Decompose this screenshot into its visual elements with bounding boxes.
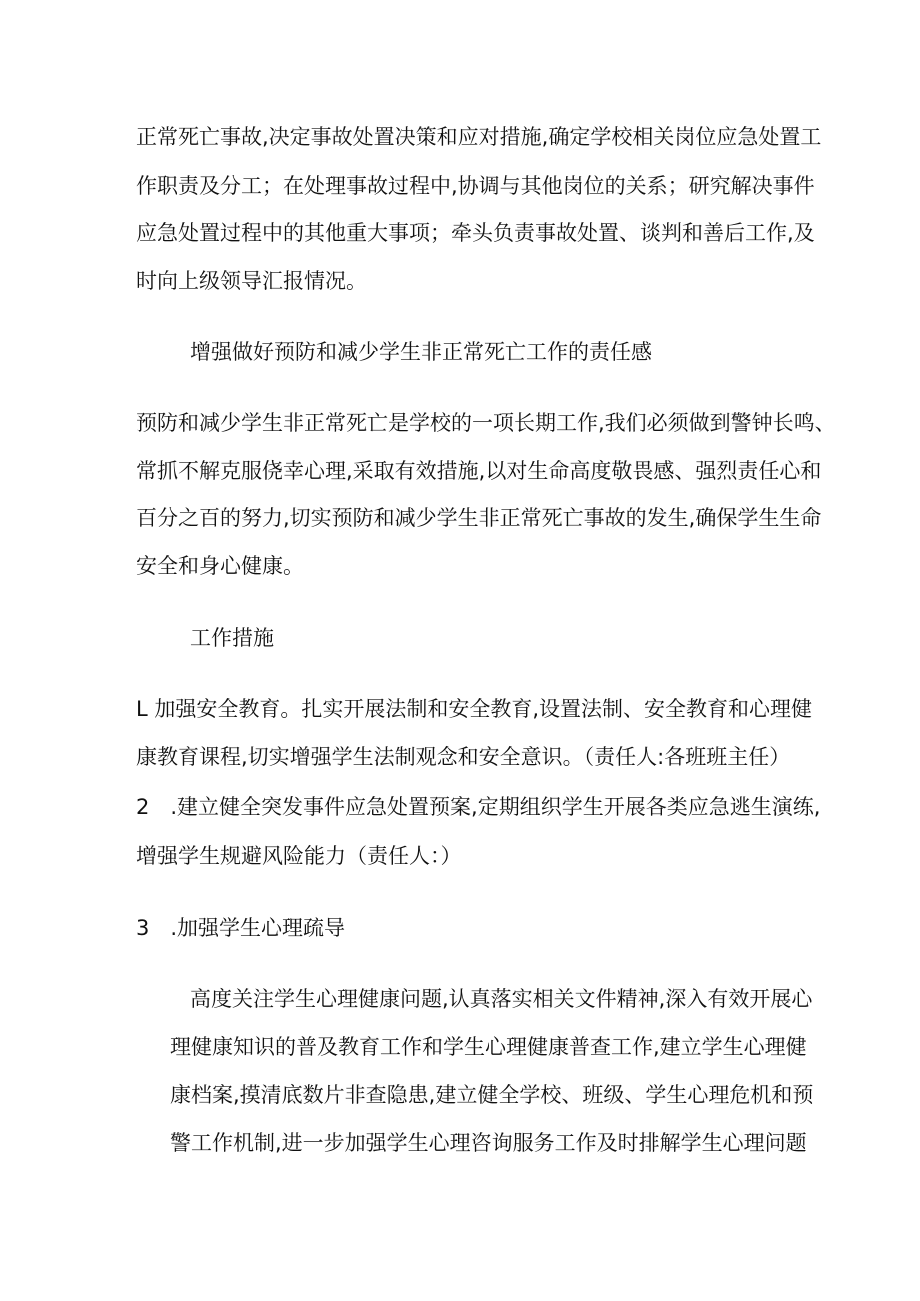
item-1-line-1: L 加强安全教育。扎实开展法制和安全教育,设置法制、安全教育和心理健 [136, 697, 813, 721]
heading-measures: 工作措施 [190, 626, 274, 650]
paragraph-2-line-4: 安全和身心健康。 [136, 554, 304, 578]
paragraph-1-line-1: 正常死亡事故,决定事故处置决策和应对措施,确定学校相关岗位应急处置工 [136, 125, 822, 149]
item-2-line-1: 2 .建立健全突发事件应急处置预案,定期组织学生开展各类应急逃生演练, [136, 795, 821, 819]
item-3-body-line-4: 警工作机制,进一步加强学生心理咨询服务工作及时排解学生心理问题 [170, 1131, 807, 1155]
item-3-title: 3 .加强学生心理疏导 [136, 916, 346, 940]
paragraph-1-line-4: 时向上级领导汇报情况。 [136, 269, 367, 293]
paragraph-1-line-3: 应急处置过程中的其他重大事项；牵头负责事故处置、谈判和善后工作,及 [136, 221, 815, 245]
paragraph-2-line-2: 常抓不解克服侥幸心理,采取有效措施,以对生命高度敬畏感、强烈责任心和 [136, 459, 822, 483]
paragraph-2-line-3: 百分之百的努力,切实预防和减少学生非正常死亡事故的发生,确保学生生命 [136, 506, 822, 530]
item-3-body-line-1: 高度关注学生心理健康问题,认真落实相关文件精神,深入有效开展心 [190, 987, 813, 1011]
paragraph-2-line-1: 预防和减少学生非正常死亡是学校的一项长期工作,我们必须做到警钟长鸣、 [136, 411, 836, 435]
paragraph-1-line-2: 作职责及分工；在处理事故过程中,协调与其他岗位的关系；研究解决事件 [136, 174, 815, 198]
heading-responsibility: 增强做好预防和减少学生非正常死亡工作的责任感 [190, 340, 652, 364]
item-3-body-line-2: 理健康知识的普及教育工作和学生心理健康普查工作,建立学生心理健 [170, 1035, 807, 1059]
item-2-line-2: 增强学生规避风险能力（责任人：） [136, 844, 462, 868]
item-3-body-line-3: 康档案,摸清底数片非查隐患,建立健全学校、班级、学生心理危机和预 [170, 1083, 814, 1107]
item-1-line-2: 康教育课程,切实增强学生法制观念和安全意识。（责任人:各班班主任） [136, 745, 791, 769]
